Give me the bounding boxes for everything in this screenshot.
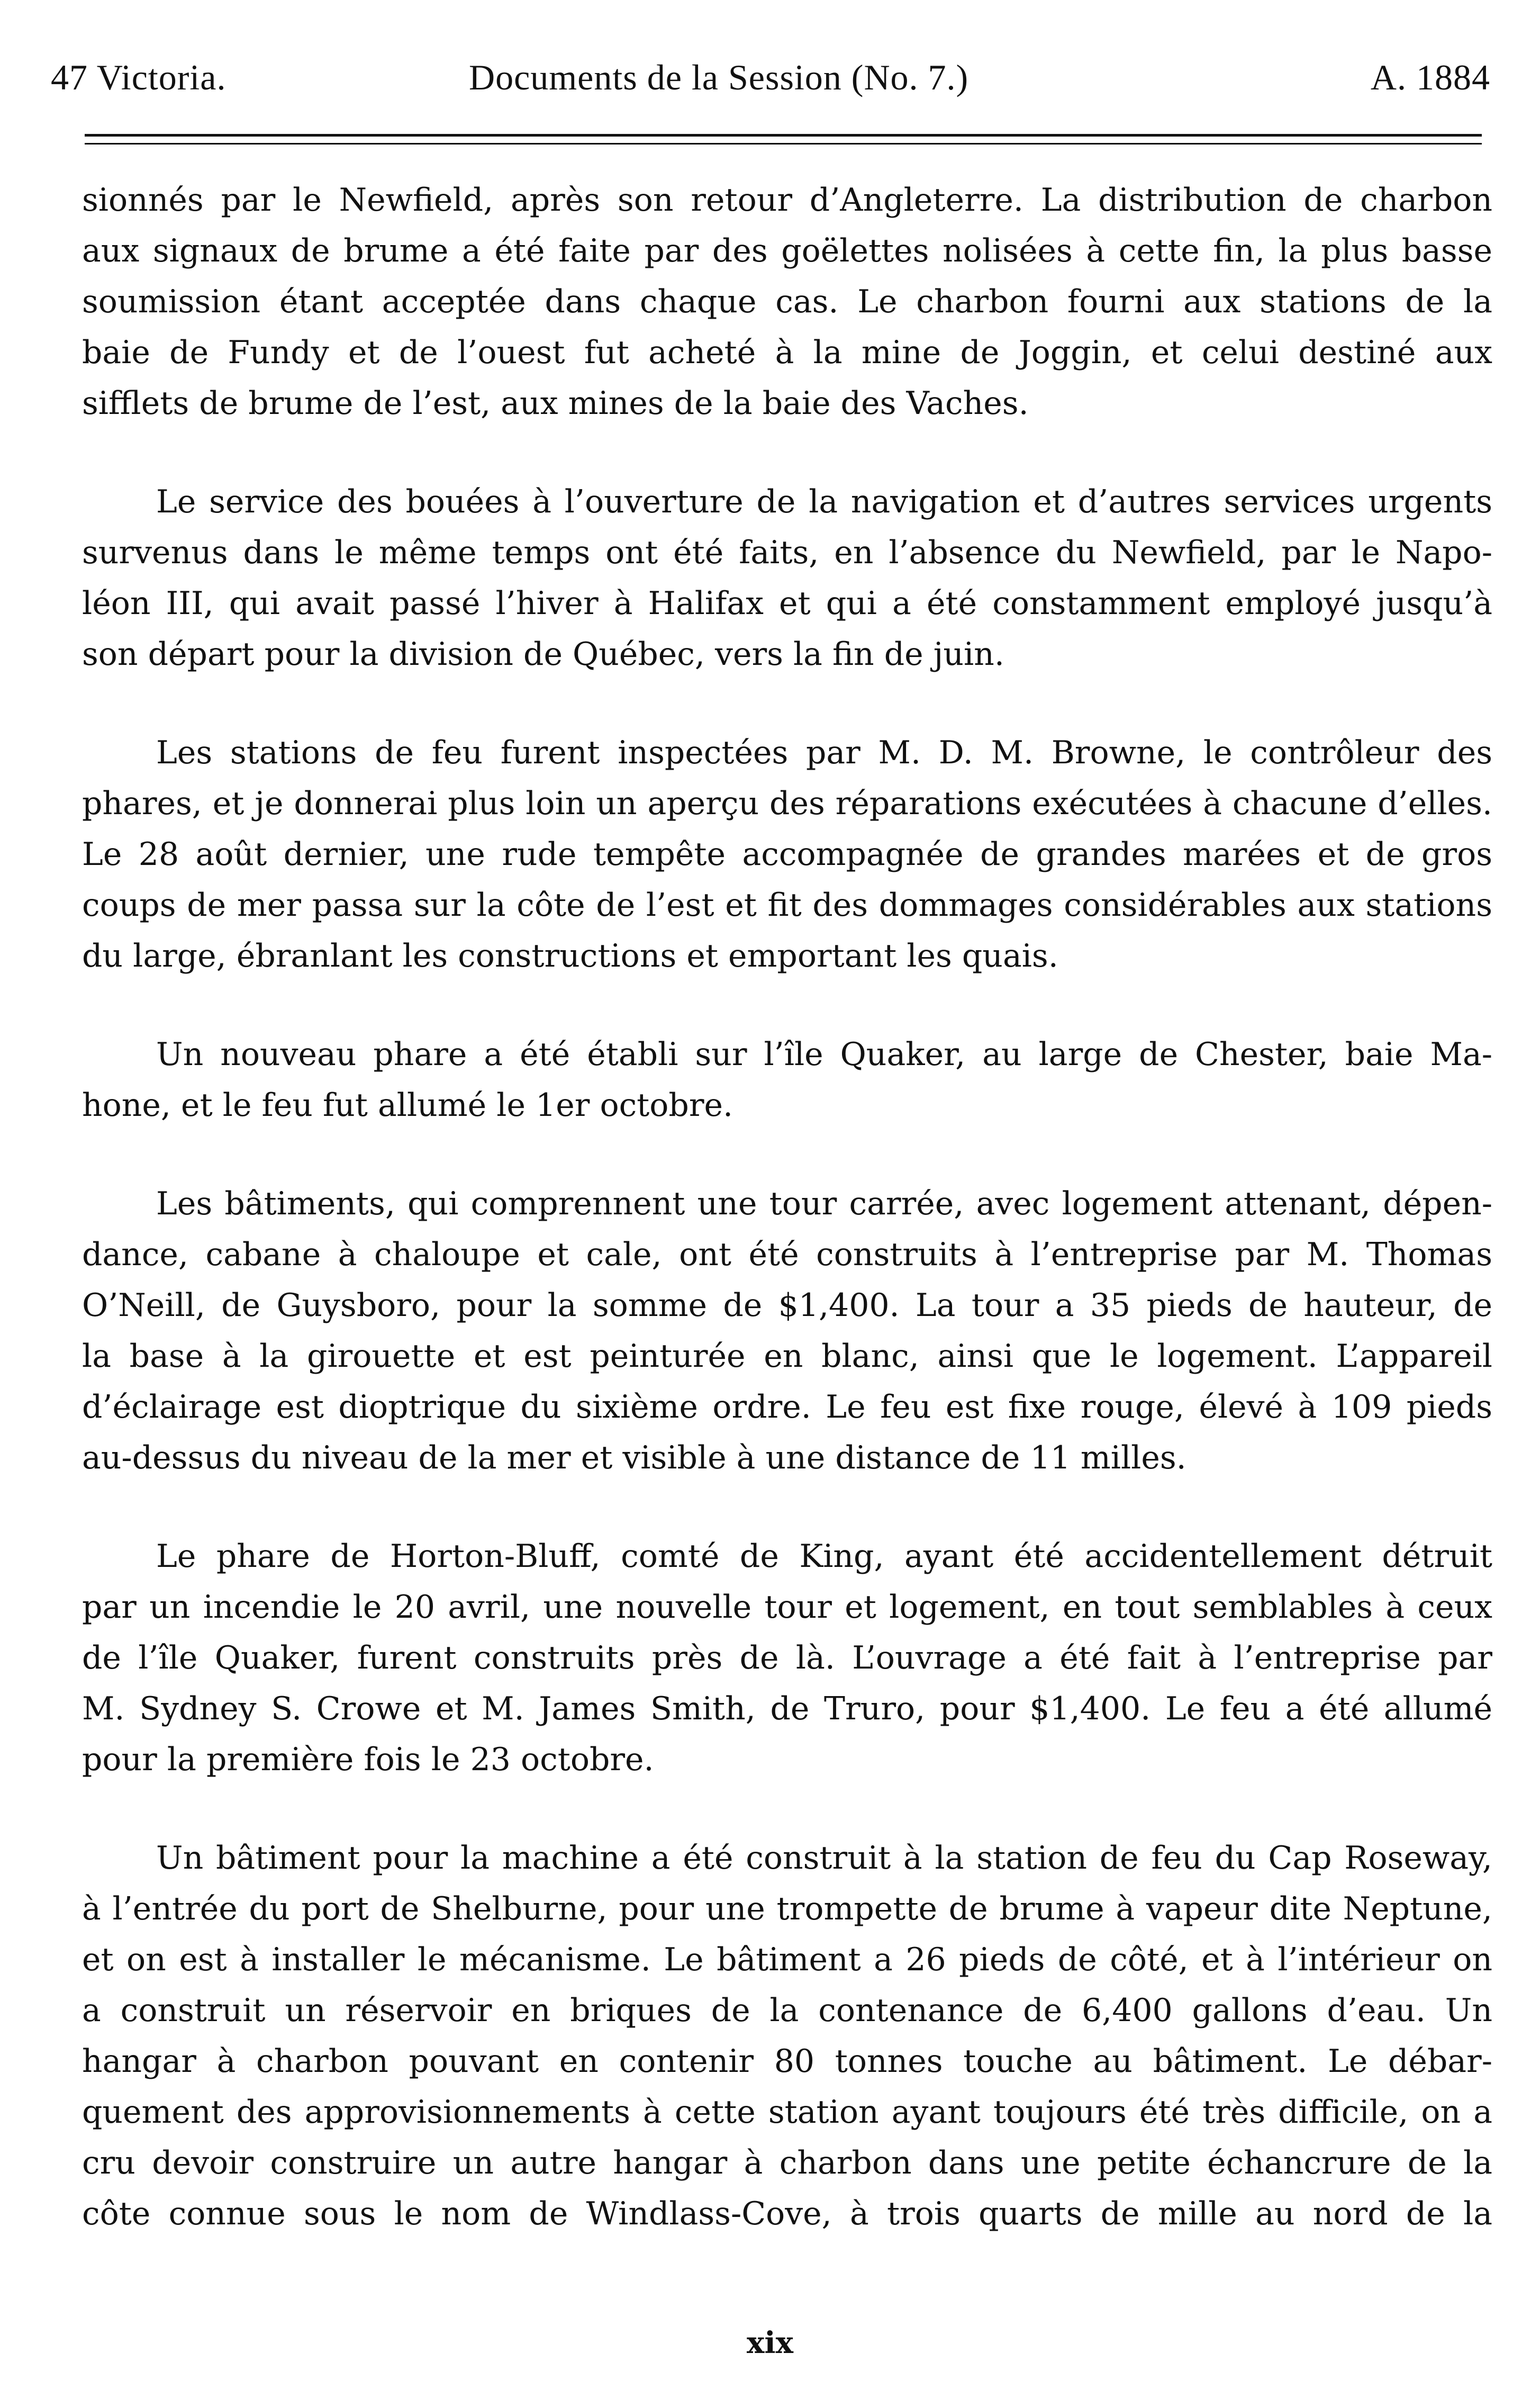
paragraph-gap	[82, 981, 1492, 1029]
paragraph-gap	[82, 1131, 1492, 1178]
text-line: dance, cabane à chaloupe et cale, ont été construits à l’entreprise par M. Thomas	[82, 1236, 1492, 1273]
paragraph-5	[82, 1178, 1492, 1483]
text-line: côte connue sous le nom de Windlass-Cove, à trois quarts de mille au nord de la	[82, 2195, 1492, 2232]
text-line: phares, et je donnerai plus loin un aperçu des réparations exécutées à chacune d’elles.	[82, 785, 1492, 822]
text-line: par un incendie le 20 avril, une nouvelle tour et logement, en tout semblables à ceux	[82, 1589, 1492, 1626]
text-line: coups de mer passa sur la côte de l’est et fit des dommages considérables aux stations	[82, 887, 1492, 924]
text-line: la base à la girouette et est peinturée en blanc, ainsi que le logement. L’appareil	[82, 1338, 1492, 1375]
paragraph-2	[82, 476, 1492, 680]
text-line: Le phare de Horton-Bluff, comté de King, ayant été accidentellement détruit	[156, 1538, 1492, 1575]
paragraph-gap	[82, 680, 1492, 727]
text-line: aux signaux de brume a été faite par des goëlettes nolisées à cette fin, la plus basse	[82, 232, 1492, 269]
text-line: a construit un réservoir en briques de la contenance de 6,400 gallons d’eau. Un	[82, 1992, 1492, 2029]
paragraph-1	[82, 175, 1492, 429]
text-line: quement des approvisionnements à cette station ayant toujours été très difficile, on a	[82, 2094, 1492, 2131]
text-line: et on est à installer le mécanisme. Le bâtiment a 26 pieds de côté, et à l’intérieur on	[82, 1941, 1492, 1978]
paragraph-6	[82, 1531, 1492, 1785]
text-line: Les stations de feu furent inspectées par M. D. M. Browne, le contrôleur des	[156, 734, 1492, 771]
text-line: M. Sydney S. Crowe et M. James Smith, de Truro, pour $1,400. Le feu a été allumé	[82, 1690, 1492, 1727]
text-line: baie de Fundy et de l’ouest fut acheté à la mine de Joggin, et celui destiné aux	[82, 334, 1492, 371]
body-text	[82, 175, 1492, 2239]
text-line: Les bâtiments, qui comprennent une tour carrée, avec logement attenant, dépen-	[156, 1185, 1492, 1222]
header-rule-thin	[85, 143, 1482, 145]
paragraph-gap	[82, 1483, 1492, 1531]
text-line: Un nouveau phare a été établi sur l’île Quaker, au large de Chester, baie Ma-	[156, 1036, 1492, 1073]
text-line: léon III, qui avait passé l’hiver à Halifax et qui a été constamment employé jusqu’à	[82, 585, 1492, 622]
header-left: 47 Victoria.	[51, 57, 227, 97]
text-line: son départ pour la division de Québec, vers la fin de juin.	[82, 636, 1004, 673]
text-line: Un bâtiment pour la machine a été construit à la station de feu du Cap Roseway,	[156, 1840, 1492, 1877]
header-center: Documents de la Session (No. 7.)	[469, 57, 969, 97]
text-line: pour la première fois le 23 octobre.	[82, 1741, 654, 1778]
text-line: hangar à charbon pouvant en contenir 80 tonnes touche au bâtiment. Le débar-	[82, 2043, 1492, 2080]
header-right: A. 1884	[1370, 57, 1490, 97]
text-line: sifflets de brume de l’est, aux mines de la baie des Vaches.	[82, 385, 1029, 422]
text-line: cru devoir construire un autre hangar à charbon dans une petite échancrure de la	[82, 2144, 1492, 2181]
text-line: du large, ébranlant les constructions et emportant les quais.	[82, 937, 1058, 975]
text-line: d’éclairage est dioptrique du sixième ordre. Le feu est fixe rouge, élevé à 109 pieds	[82, 1389, 1492, 1426]
text-line: de l’île Quaker, furent construits près de là. L’ouvrage a été fait à l’entreprise par	[82, 1639, 1492, 1676]
text-line: sionnés par le Newfield, après son retour d’Angleterre. La distribution de charbon	[82, 182, 1492, 219]
text-line: survenus dans le même temps ont été faits, en l’absence du Newfield, par le Napo-	[82, 534, 1492, 571]
paragraph-7	[82, 1833, 1492, 2239]
text-line: soumission étant acceptée dans chaque cas. Le charbon fourni aux stations de la	[82, 283, 1492, 320]
page-number: xix	[746, 2325, 794, 2360]
running-header	[51, 51, 1490, 104]
text-line: O’Neill, de Guysboro, pour la somme de $1,400. La tour a 35 pieds de hauteur, de	[82, 1287, 1492, 1324]
text-line: au-dessus du niveau de la mer et visible à une distance de 11 milles.	[82, 1439, 1186, 1476]
text-line: Le 28 août dernier, une rude tempête accompagnée de grandes marées et de gros	[82, 836, 1492, 873]
paragraph-3	[82, 727, 1492, 981]
text-line: hone, et le feu fut allumé le 1er octobre.	[82, 1087, 733, 1124]
text-line: à l’entrée du port de Shelburne, pour une trompette de brume à vapeur dite Neptune,	[82, 1890, 1492, 1927]
paragraph-gap	[82, 1785, 1492, 1833]
text-line: Le service des bouées à l’ouverture de la navigation et d’autres services urgents	[156, 483, 1492, 520]
header-rule-thick	[85, 134, 1482, 137]
paragraph-gap	[82, 429, 1492, 476]
paragraph-4	[82, 1029, 1492, 1131]
